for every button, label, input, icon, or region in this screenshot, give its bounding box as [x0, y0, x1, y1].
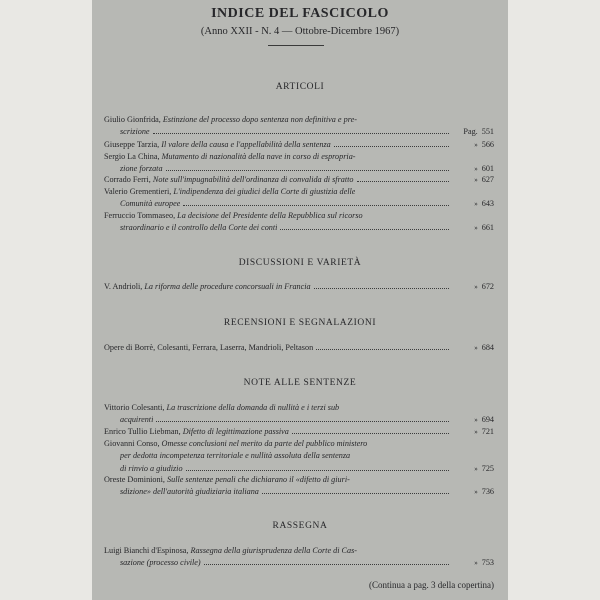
toc-entry-andrioli[interactable]	[104, 281, 494, 293]
page-mark: Pag.	[463, 127, 478, 137]
section-heading-rassegna: RASSEGNA	[272, 521, 328, 531]
section-heading-discussioni: DISCUSSIONI E VARIETÀ	[238, 258, 362, 268]
page-mark: »	[474, 165, 478, 174]
page-mark: »	[474, 200, 478, 209]
page-mark: »	[474, 428, 478, 436]
page-mark: »	[474, 488, 478, 497]
page-title: INDICE DEL FASCICOLO	[211, 6, 389, 21]
toc-entry-dominioni[interactable]	[104, 474, 494, 499]
toc-entry-tarzia[interactable]	[104, 139, 494, 151]
entry-title: Sulle sentenze penali che dichiarano il «difetto di giuri-	[167, 475, 350, 484]
entry-title: Omesse conclusioni nel merito da parte del pubblico ministero	[161, 439, 368, 448]
entry-title: Difetto di legittimazione passiva	[182, 427, 289, 436]
dot-leader	[280, 229, 449, 230]
dot-leader	[153, 133, 449, 134]
entry-title: Il valore della causa e l'appellabilità della sentenza	[161, 140, 331, 149]
page-mark: »	[474, 416, 478, 425]
toc-entry-tommaseo[interactable]	[104, 210, 494, 235]
toc-entry-ferri[interactable]	[104, 174, 494, 186]
toc-entry-opere[interactable]	[104, 342, 494, 354]
toc-entry-conso[interactable]	[104, 438, 494, 475]
entry-title: La decisione del Presidente della Repubblica sul ricorso	[177, 211, 363, 220]
toc-entry-liebman[interactable]	[104, 426, 494, 438]
page-number: 643	[481, 199, 494, 209]
page-number: 736	[481, 487, 494, 497]
entry-title: La riforma delle procedure concorsuali in Francia	[144, 282, 311, 291]
page-mark: »	[474, 176, 478, 184]
page-subtitle: (Anno XXII - N. 4 — Ottobre-Dicembre 1967)	[200, 26, 400, 37]
entry-title: Mutamento di nazionalità della nave in corso di espropria-	[161, 152, 356, 161]
page-number: 725	[481, 463, 494, 473]
toc-entry-lachina[interactable]	[104, 151, 494, 176]
entry-title-cont: sdizione» dell'autorità giudiziaria italiana	[120, 487, 259, 497]
dot-leader	[183, 205, 449, 206]
page-mark: »	[474, 464, 478, 473]
title-divider	[268, 45, 324, 46]
page-number: 566	[481, 140, 494, 149]
section-heading-articoli: ARTICOLI	[275, 82, 325, 92]
section-heading-note: NOTE ALLE SENTENZE	[243, 378, 357, 388]
entry-title-cont: straordinario e il controllo della Corte dei conti	[120, 223, 278, 233]
dot-leader	[204, 564, 449, 565]
toc-entry-gionfrida[interactable]	[104, 114, 494, 139]
entry-title: Estinzione del processo dopo sentenza non definitiva e pre-	[162, 115, 357, 124]
page-number: 661	[481, 223, 494, 233]
entry-title: L'indipendenza dei giudici della Corte di giustizia delle	[173, 187, 356, 196]
dot-leader	[334, 146, 449, 147]
entry-author: Sergio La China,	[104, 152, 160, 161]
entry-author: V. Andrioli,	[104, 282, 143, 291]
dot-leader	[166, 170, 449, 171]
entry-author: Ferruccio Tommaseo,	[104, 211, 176, 220]
page-number: 601	[481, 164, 494, 174]
document-page	[92, 0, 508, 600]
entry-author: Corrado Ferri,	[104, 175, 151, 184]
dot-leader	[314, 288, 449, 289]
entry-title-cont: per dedotta incompetenza territoriale e nullità assoluta della sentenza	[120, 451, 351, 461]
page-number: 721	[481, 427, 494, 436]
page-number: 694	[481, 415, 494, 425]
toc-entry-bianchi[interactable]	[104, 545, 494, 570]
page-mark: »	[474, 224, 478, 233]
entry-author: Valerio Grementieri,	[104, 187, 172, 196]
page-number: 551	[481, 127, 494, 137]
page-number: 627	[481, 175, 494, 184]
entry-author: Oreste Dominioni,	[104, 475, 165, 484]
page-number: 753	[481, 558, 494, 568]
entry-author: Opere di Borrè, Colesanti, Ferrara, Laserra, Mandrioli, Peltason	[104, 343, 314, 352]
entry-title-cont: scrizione	[120, 127, 150, 137]
page-number: 684	[481, 343, 494, 352]
entry-title: La trascrizione della domanda di nullità e i terzi sub	[166, 403, 340, 412]
dot-leader	[357, 181, 450, 182]
dot-leader	[262, 493, 449, 494]
entry-title-cont: sazione (processo civile)	[120, 558, 201, 568]
entry-author: Enrico Tullio Liebman,	[104, 427, 181, 436]
dot-leader	[316, 349, 449, 350]
entry-author: Giulio Gionfrida,	[104, 115, 161, 124]
continuation-note: (Continua a pag. 3 della copertina)	[369, 580, 494, 590]
toc-entry-grementieri[interactable]	[104, 186, 494, 211]
entry-author: Giovanni Conso,	[104, 439, 160, 448]
entry-title-cont: di rinvio a giudizio	[120, 463, 183, 473]
section-heading-recensioni: RECENSIONI E SEGNALAZIONI	[223, 318, 377, 328]
entry-title-cont: acquirenti	[120, 415, 154, 425]
page-mark: »	[474, 344, 478, 352]
page-mark: »	[474, 559, 478, 568]
entry-title: Note sull'impugnabilità dell'ordinanza di convalida di sfratto	[152, 175, 354, 184]
entry-author: Vittorio Colesanti,	[104, 403, 165, 412]
page-mark: »	[474, 141, 478, 149]
entry-title-cont: Comunità europee	[120, 199, 181, 209]
entry-author: Luigi Bianchi d'Espinosa,	[104, 546, 189, 555]
page-mark: »	[474, 283, 478, 291]
entry-title: Rassegna della giurisprudenza della Corte di Cas-	[190, 546, 358, 555]
entry-title-cont: zione forzata	[120, 164, 163, 174]
dot-leader	[186, 470, 449, 471]
dot-leader	[292, 433, 449, 434]
dot-leader	[156, 421, 449, 422]
entry-author: Giuseppe Tarzia,	[104, 140, 160, 149]
page-number: 672	[481, 282, 494, 291]
toc-entry-colesanti[interactable]	[104, 402, 494, 427]
